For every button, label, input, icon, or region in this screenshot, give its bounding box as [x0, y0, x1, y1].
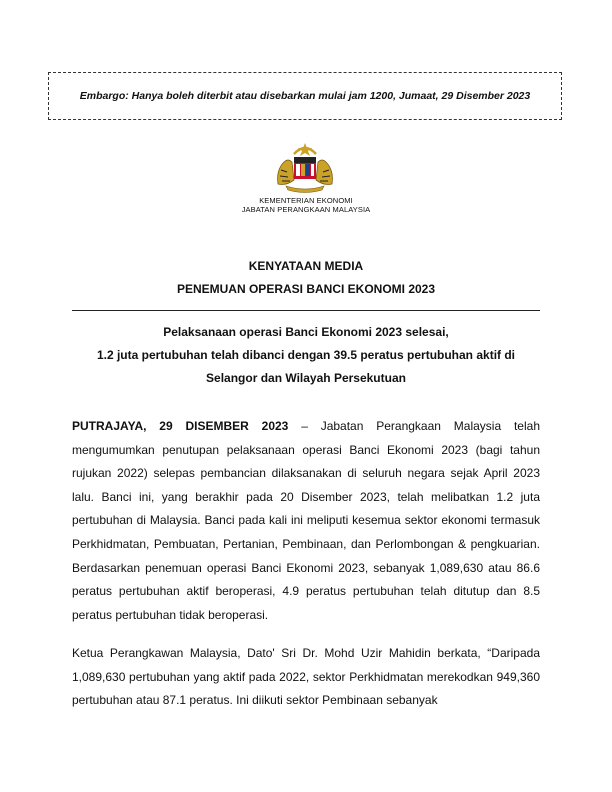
subheadline-line: Pelaksanaan operasi Banci Ekonomi 2023 selesai, — [163, 325, 449, 339]
department-name: JABATAN PERANGKAAN MALAYSIA — [241, 205, 371, 214]
embargo-notice — [48, 72, 562, 120]
document-title: PENEMUAN OPERASI BANCI EKONOMI 2023 — [176, 282, 436, 296]
paragraph-text: – Jabatan Perangkaan Malaysia telah mengumumkan penutupan pelaksanaan operasi Banci Ekonomi 2023 (bagi tahun rujukan 2022) selepas pembancian dilaksanakan di seluruh negara sejak April 2023 lalu. Banci ini, yang berakhir pada 20 Disember 2023, telah melibatkan 1.2 juta pertubuhan di Malaysia. Banci pada kali ini meliputi kesemua sektor ekonomi termasuk Perkhidmatan, Pembuatan, Pertanian, Pembinaan, dan Perlombongan & pengkuarian. Berdasarkan penemuan operasi Banci Ekonomi 2023, sebanyak 1,089,630 atau 86.6 peratus pertubuhan aktif beroperasi, 4.9 peratus pertubuhan telah ditutup dan 8.5 peratus pertubuhan tidak beroperasi. — [72, 419, 540, 622]
title-divider — [72, 310, 540, 311]
ministry-name: KEMENTERIAN EKONOMI — [259, 196, 353, 205]
body-paragraph-2 — [72, 642, 540, 713]
coat-of-arms-icon — [272, 140, 338, 194]
paragraph-text: Ketua Perangkawan Malaysia, Dato' Sri Dr. Mohd Uzir Mahidin berkata, “Daripada 1,089,630 pertubuhan yang aktif pada 2022, sektor Perkhidmatan merekodkan 949,360 pertubuhan atau 87.1 peratus. Ini diikuti sektor Pembinaan sebanyak — [72, 646, 540, 708]
subheadline-line: 1.2 juta pertubuhan telah dibanci dengan 39.5 peratus pertubuhan aktif di — [96, 348, 516, 362]
body-paragraph-1 — [72, 415, 540, 627]
subheadline-line: Selangor dan Wilayah Persekutuan — [206, 371, 406, 385]
dateline: PUTRAJAYA, 29 DISEMBER 2023 — [72, 419, 289, 433]
embargo-text: Embargo: Hanya boleh diterbit atau disebarkan mulai jam 1200, Jumaat, 29 Disember 2023 — [79, 90, 531, 102]
document-type-title: KENYATAAN MEDIA — [248, 259, 364, 273]
